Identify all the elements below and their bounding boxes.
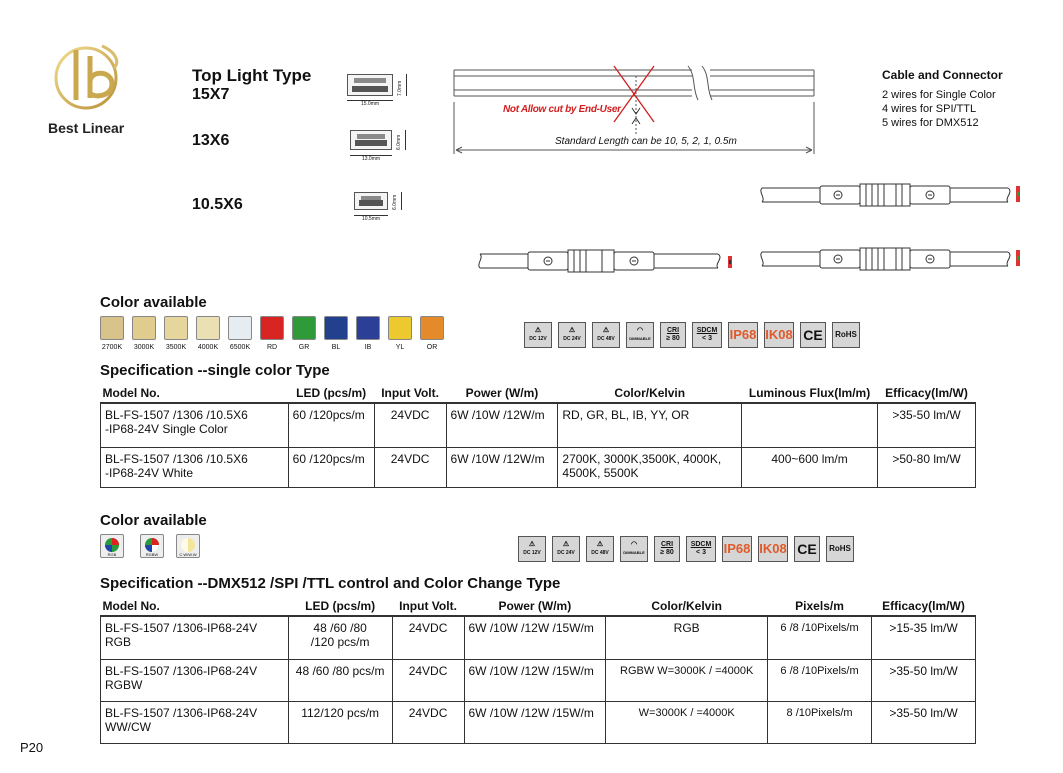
col-model: Model No. xyxy=(101,596,289,616)
dc24v-icon: ⚠ DC 24V xyxy=(552,536,580,562)
connector-drawing-bottom-right xyxy=(760,242,1030,278)
swatch-yl xyxy=(388,316,412,340)
rohs-icon: RoHS xyxy=(832,322,860,348)
col-color: Color/Kelvin xyxy=(606,596,768,616)
rohs-icon: RoHS xyxy=(826,536,854,562)
page-number: P20 xyxy=(20,740,44,755)
col-pixels: Pixels/m xyxy=(768,596,872,616)
profile-drawing-15x7: 7.0mm 15.0mm xyxy=(345,74,413,108)
rgb-icon: RGB xyxy=(100,534,124,558)
spec-dmx-table xyxy=(100,596,976,744)
ik08-icon: IK08 xyxy=(758,536,788,562)
table-row: BL-FS-1507 /1306-IP68-24V RGBW 48 /60 /80 pcs/m 24VDC 6W /10W /12W /15W/m RGBW W=3000K / =4000K 6 /8 /10Pixels/m >35-50 lm/W xyxy=(101,659,976,701)
spec-single-title: Specification --single color Type xyxy=(100,362,330,379)
cert-row-1 xyxy=(524,322,864,350)
swatch-row: 2700K 3000K 3500K 4000K 6500K RD GR BL IB YL OR xyxy=(100,316,450,356)
ik08-icon: IK08 xyxy=(764,322,794,348)
col-led: LED (pcs/m) xyxy=(288,596,392,616)
spec-dmx-title: Specification --DMX512 /SPI /TTL control and Color Change Type xyxy=(100,575,561,592)
cable-title: Cable and Connector xyxy=(882,68,1003,82)
table-row: BL-FS-1507 /1306-IP68-24V WW/CW 112/120 pcs/m 24VDC 6W /10W /12W /15W/m W=3000K / =4000K 8 /10Pixels/m >35-50 lm/W xyxy=(101,701,976,743)
cable-line-3: 5 wires for DMX512 xyxy=(882,117,979,129)
logo xyxy=(50,42,130,114)
ip68-icon: IP68 xyxy=(728,322,758,348)
col-flux: Luminous Flux(lm/m) xyxy=(742,383,878,403)
dc12v-icon: ⚠ DC 12V xyxy=(518,536,546,562)
spec-single-table xyxy=(100,383,976,488)
cable-line-2: 4 wires for SPI/TTL xyxy=(882,103,977,115)
color-available-title-2: Color available xyxy=(100,512,207,529)
sdcm-icon: SDCM < 3 xyxy=(686,536,716,562)
profile-size-13x6: 13X6 xyxy=(192,132,230,149)
ip68-icon: IP68 xyxy=(722,536,752,562)
col-led: LED (pcs/m) xyxy=(288,383,374,403)
table-row: BL-FS-1507 /1306 /10.5X6 -IP68-24V White 60 /120pcs/m 24VDC 6W /10W /12W/m 2700K, 3000K,3500K, 4000K, 4500K, 5500K 400~600 lm/m >50-80 lm/W xyxy=(101,447,976,487)
profile-size-15x7: 15X7 xyxy=(192,86,230,103)
cwww-icon: C.W/W.W xyxy=(176,534,200,558)
swatch-2700k xyxy=(100,316,124,340)
profile-title: Top Light Type xyxy=(192,66,312,85)
cri-icon: CRI ≥ 80 xyxy=(654,536,680,562)
table-row: BL-FS-1507 /1306 /10.5X6 -IP68-24V Single Color 60 /120pcs/m 24VDC 6W /10W /12W/m RD, GR, BL, IB, YY, OR >35-50 lm/W xyxy=(101,403,976,447)
swatch-3500k xyxy=(164,316,188,340)
swatch-4000k xyxy=(196,316,220,340)
cert-row-2 xyxy=(518,536,858,564)
dc24v-icon: ⚠ DC 24V xyxy=(558,322,586,348)
cable-line-1: 2 wires for Single Color xyxy=(882,89,996,101)
col-efficacy: Efficacy(lm/W) xyxy=(877,383,975,403)
profile-drawing-10-5x6: 6.0mm 10.5mm xyxy=(352,192,408,226)
cut-warning: Not Allow cut by End-User xyxy=(503,104,621,115)
ce-icon: CE xyxy=(794,536,820,562)
swatch-gr xyxy=(292,316,316,340)
profile-drawing-13x6: 6.0mm 13.0mm xyxy=(348,130,410,164)
swatch-rd xyxy=(260,316,284,340)
cri-icon: CRI ≥ 80 xyxy=(660,322,686,348)
dc48v-icon: ⚠ DC 48V xyxy=(592,322,620,348)
col-volt: Input Volt. xyxy=(374,383,446,403)
col-efficacy: Efficacy(lm/W) xyxy=(871,596,975,616)
dc12v-icon: ⚠ DC 12V xyxy=(524,322,552,348)
length-note: Standard Length can be 10, 5, 2, 1, 0.5m xyxy=(555,136,737,147)
swatch-ib xyxy=(356,316,380,340)
col-color: Color/Kelvin xyxy=(558,383,742,403)
dimmable-icon: ◠ DIMMABLE xyxy=(626,322,654,348)
brand-name: Best Linear xyxy=(48,120,125,136)
color-available-title-1: Color available xyxy=(100,294,207,311)
swatch-6500k xyxy=(228,316,252,340)
col-volt: Input Volt. xyxy=(392,596,464,616)
ce-icon: CE xyxy=(800,322,826,348)
connector-drawing-bottom-left xyxy=(478,244,740,280)
col-power: Power (W/m) xyxy=(446,383,558,403)
logo-mark-icon xyxy=(50,42,130,114)
swatch-3000k xyxy=(132,316,156,340)
connector-drawing-top xyxy=(760,178,1030,214)
dc48v-icon: ⚠ DC 48V xyxy=(586,536,614,562)
profile-size-10-5x6: 10.5X6 xyxy=(192,196,243,213)
sdcm-icon: SDCM < 3 xyxy=(692,322,722,348)
swatch-bl xyxy=(324,316,348,340)
swatch-or xyxy=(420,316,444,340)
rgbw-icon: RGBW xyxy=(140,534,164,558)
col-model: Model No. xyxy=(101,383,289,403)
color-icon-row xyxy=(100,534,210,564)
table-row: BL-FS-1507 /1306-IP68-24V RGB 48 /60 /80 /120 pcs/m 24VDC 6W /10W /12W /15W/m RGB 6 /8 /10Pixels/m >15-35 lm/W xyxy=(101,616,976,659)
dimmable-icon: ◠ DIMMABLE xyxy=(620,536,648,562)
col-power: Power (W/m) xyxy=(464,596,606,616)
